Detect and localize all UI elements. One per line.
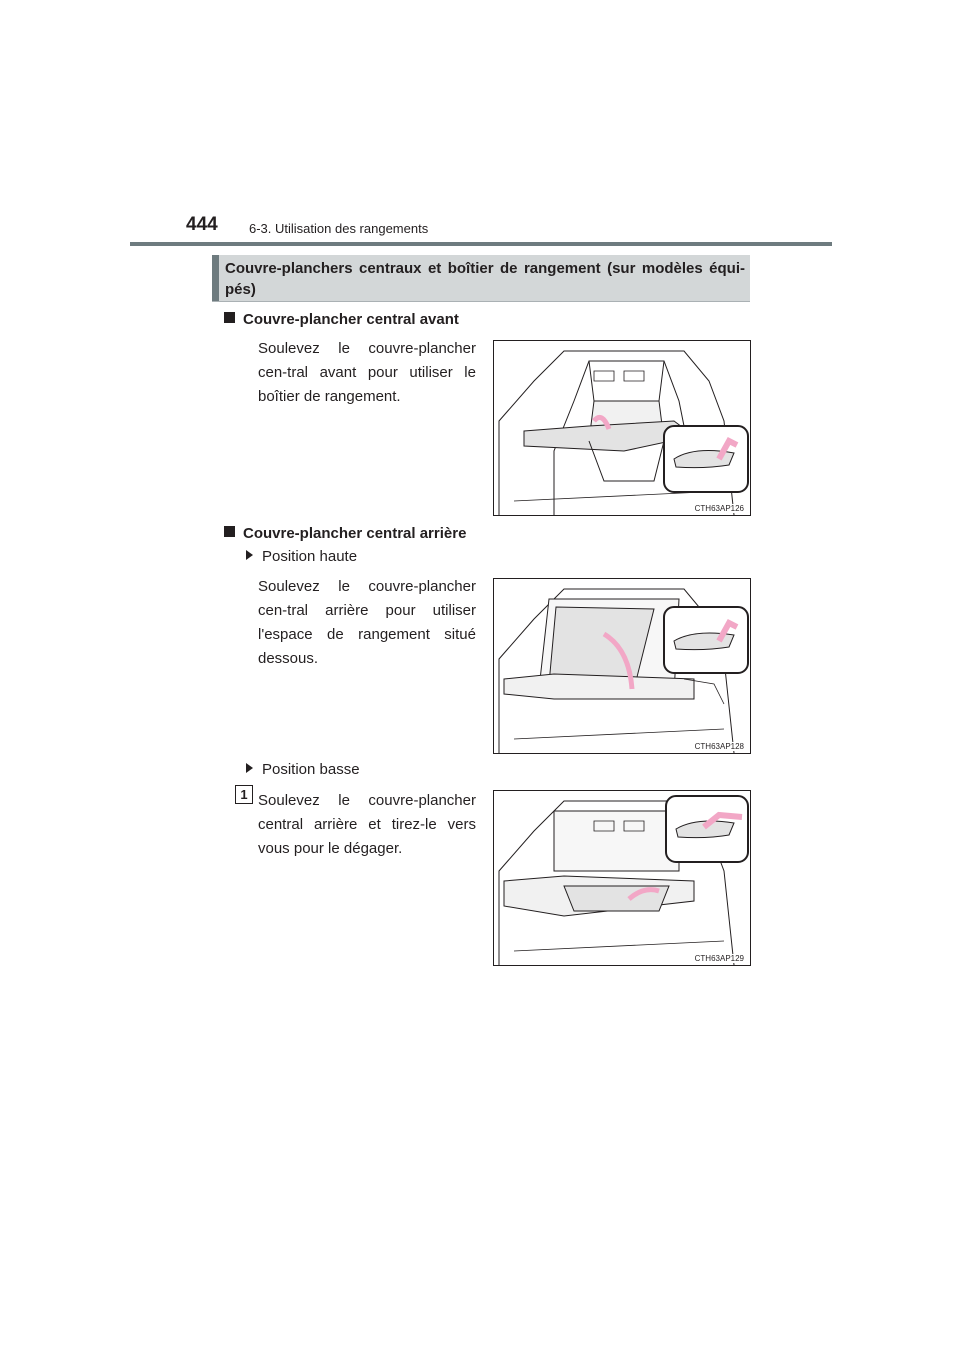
square-bullet-icon — [224, 526, 235, 537]
step-number-badge: 1 — [235, 785, 253, 804]
header-rule — [130, 242, 832, 246]
position-high-text: Soulevez le couvre-plancher cen-tral arrière pour utiliser l'espace de rangement situé dessous. — [258, 578, 476, 667]
triangle-bullet-icon — [246, 550, 253, 560]
triangle-bullet-icon — [246, 763, 253, 773]
position-low-label-text: Position basse — [262, 761, 360, 778]
position-high-illustration — [494, 579, 750, 753]
position-low-illustration — [494, 791, 750, 965]
position-high-label — [246, 548, 357, 565]
front-cover-figure — [493, 340, 751, 516]
rear-cover-heading-text: Couvre-plancher central arrière — [243, 525, 467, 542]
section-title: 6-3. Utilisation des rangements — [249, 221, 429, 236]
position-low-label — [246, 761, 360, 778]
page-number: 444 — [186, 214, 218, 235]
subsection-header — [212, 255, 750, 302]
position-low-figure — [493, 790, 751, 966]
rear-cover-heading — [224, 525, 466, 542]
position-low-figure-code: CTH63AP129 — [694, 954, 744, 963]
front-cover-text: Soulevez le couvre-plancher cen-tral avant pour utiliser le boîtier de rangement. — [258, 340, 476, 405]
front-cover-heading-text: Couvre-plancher central avant — [243, 311, 459, 328]
front-cover-illustration — [494, 341, 750, 515]
subsection-title: Couvre-planchers centraux et boîtier de rangement (sur modèles équi-pés) — [225, 260, 745, 298]
subsection-accent-bar — [212, 255, 219, 301]
front-cover-heading — [224, 311, 459, 328]
position-high-figure — [493, 578, 751, 754]
square-bullet-icon — [224, 312, 235, 323]
position-high-figure-code: CTH63AP128 — [694, 742, 744, 751]
position-high-label-text: Position haute — [262, 548, 358, 565]
position-low-text: Soulevez le couvre-plancher central arrière et tirez-le vers vous pour le dégager. — [258, 792, 476, 857]
front-cover-figure-code: CTH63AP126 — [694, 504, 744, 513]
